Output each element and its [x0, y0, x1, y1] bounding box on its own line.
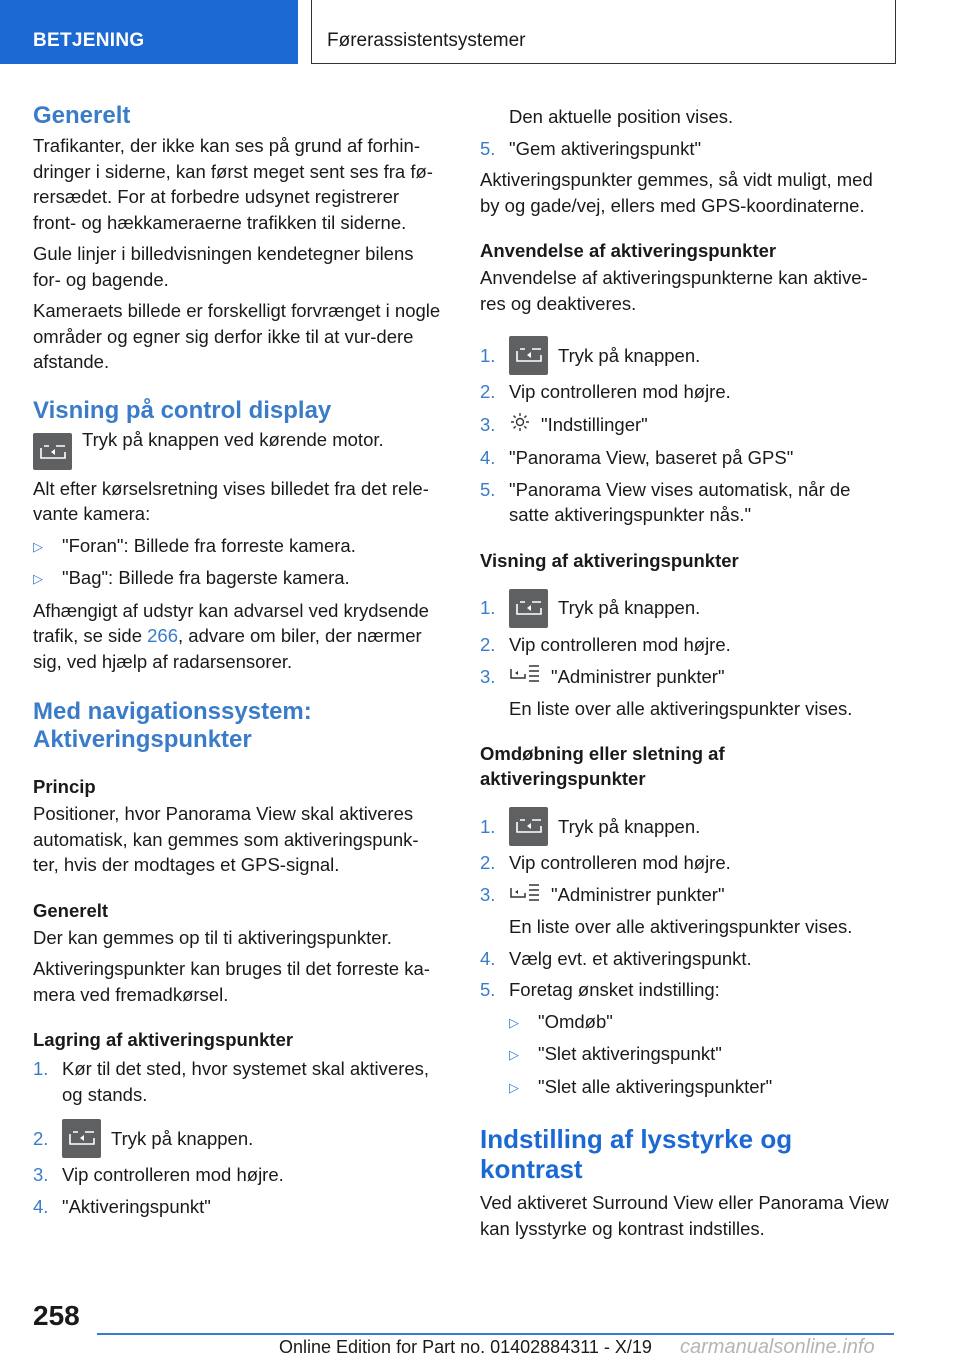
list-item: 1. Tryk på knappen. — [480, 336, 892, 375]
list-item: ▷ "Bag": Billede fra bagerste kamera. — [33, 565, 443, 592]
list-item: ▷ "Foran": Billede fra forreste kamera. — [33, 533, 443, 560]
section-tab — [0, 0, 298, 64]
list-item: 5. "Gem aktiveringspunkt" — [480, 137, 702, 159]
paragraph: Aktiveringspunkter kan bruges til det forreste ka-mera ved fremadkørsel. — [33, 958, 430, 1005]
heading-omdobning: Omdøbning eller sletning af aktiveringspunkter — [480, 743, 725, 789]
list-item: 1. Tryk på knappen. — [480, 589, 892, 628]
heading-lagring: Lagring af aktiveringspunkter — [33, 1029, 294, 1050]
edition-text: Online Edition for Part no. 01402884311 - X/19 — [279, 1337, 652, 1357]
paragraph: Kameraets billede er forskelligt forvrænget i nogle områder og egner sig derfor ikke til at vur-dere afstande. — [33, 300, 441, 372]
heading-princip: Princip — [33, 776, 96, 797]
left-column — [33, 102, 443, 1219]
paragraph: Afhængigt af udstyr kan advarsel ved krydsende trafik, se side 266, advare om biler, der nærmer sig, ved hjælp af radarsensorer. — [33, 599, 429, 672]
camera-button-icon — [509, 807, 548, 846]
manage-points-icon — [509, 663, 541, 690]
list-item: 4. Vælg evt. et aktiveringspunkt. — [480, 947, 752, 969]
list-item: 3. "Indstillinger" — [480, 411, 892, 440]
camera-button-icon — [509, 589, 548, 628]
chapter-tab — [311, 0, 896, 64]
bullet-triangle-icon: ▷ — [509, 1014, 519, 1030]
list-item: 5. Foretag ønsket indstilling: — [480, 979, 720, 1000]
camera-button-icon — [33, 433, 72, 470]
button-instruction-text: Tryk på knappen ved kørende motor. — [82, 428, 384, 450]
list-item: 3. "Administrer punkter" — [480, 663, 892, 690]
camera-button-icon — [509, 336, 548, 375]
list-item: 3. Vip controlleren mod højre. — [33, 1164, 284, 1185]
paragraph: En liste over alle aktiveringspunkter vises. — [509, 916, 853, 937]
list-item: 1. Tryk på knappen. — [480, 807, 892, 846]
list-item: 1. Kør til det sted, hvor systemet skal aktiveres, og stands. — [33, 1058, 430, 1105]
paragraph: Anvendelse af aktiveringspunkterne kan aktive-res og deaktiveres. — [480, 267, 868, 314]
list-item: 5. "Panorama View vises automatisk, når de satte aktiveringspunkter nås." — [480, 478, 851, 525]
watermark: carmanualsonline.info — [680, 1336, 875, 1358]
paragraph: En liste over alle aktiveringspunkter vises. — [509, 697, 853, 719]
paragraph: Ved aktiveret Surround View eller Panorama View kan lysstyrke og kontrast indstilles. — [480, 1192, 889, 1239]
chapter-label: Førerassistentsystemer — [327, 30, 526, 51]
list-item: 2. Tryk på knappen. — [33, 1119, 443, 1158]
right-column — [480, 102, 892, 1241]
paragraph: Positioner, hvor Panorama View skal aktiveres automatisk, kan gemmes som aktiveringspunk-ter, hvis der modtages et GPS-signal. — [33, 803, 419, 875]
paragraph: Gule linjer i billedvisningen kendetegner bilens for- og bagende. — [33, 243, 414, 290]
paragraph: Der kan gemmes op til ti aktiveringspunkter. — [33, 926, 392, 948]
camera-button-icon — [62, 1119, 101, 1158]
paragraph: Trafikanter, der ikke kan ses på grund af forhin-dringer i siderne, kan først meget sent ses fra fø-rersædet. For at forbedre udsynet registrerer front- og hækkameraerne trafikken til siderne. — [33, 135, 433, 233]
heading-navigation: Med navigationssystem: Aktiveringspunkter — [33, 698, 312, 753]
heading-visning: Visning på control display — [33, 396, 332, 424]
list-item: 2. Vip controlleren mod højre. — [480, 633, 731, 655]
list-item: 4. "Panorama View, baseret på GPS" — [480, 447, 794, 468]
list-item: 3. "Administrer punkter" — [480, 882, 892, 909]
heading-visning-aktiveringspunkter: Visning af aktiveringspunkter — [480, 549, 739, 571]
bullet-triangle-icon: ▷ — [509, 1079, 519, 1095]
list-item: 2. Vip controlleren mod højre. — [480, 381, 731, 402]
heading-anvendelse: Anvendelse af aktiveringspunkter — [480, 240, 777, 261]
list-item: ▷ "Omdøb" — [480, 1009, 892, 1036]
section-label: BETJENING — [33, 30, 145, 51]
list-item: ▷ "Slet alle aktiveringspunkter" — [480, 1074, 892, 1101]
paragraph: Den aktuelle position vises. — [509, 106, 734, 127]
button-instruction — [33, 428, 443, 470]
gear-icon — [509, 411, 531, 440]
manage-points-icon — [509, 882, 541, 909]
paragraph: Alt efter kørselsretning vises billedet fra det rele-vante kamera: — [33, 477, 429, 524]
heading-generelt-2: Generelt — [33, 899, 109, 921]
heading-indstilling: Indstilling af lysstyrke og kontrast — [480, 1124, 793, 1184]
page-link[interactable]: 266 — [147, 625, 179, 646]
bullet-triangle-icon: ▷ — [509, 1047, 519, 1062]
heading-generelt: Generelt — [33, 102, 131, 129]
list-item: ▷ "Slet aktiveringspunkt" — [480, 1041, 892, 1068]
paragraph: Aktiveringspunkter gemmes, så vidt muligt, med by og gade/vej, ellers med GPS-koordinaterne. — [480, 169, 873, 216]
list-item: 4. "Aktiveringspunkt" — [33, 1195, 211, 1217]
bullet-triangle-icon: ▷ — [33, 538, 43, 554]
bullet-triangle-icon: ▷ — [33, 571, 43, 586]
page-number: 258 — [33, 1300, 80, 1331]
list-item: 2. Vip controlleren mod højre. — [480, 852, 731, 873]
footer-divider — [97, 1333, 894, 1335]
